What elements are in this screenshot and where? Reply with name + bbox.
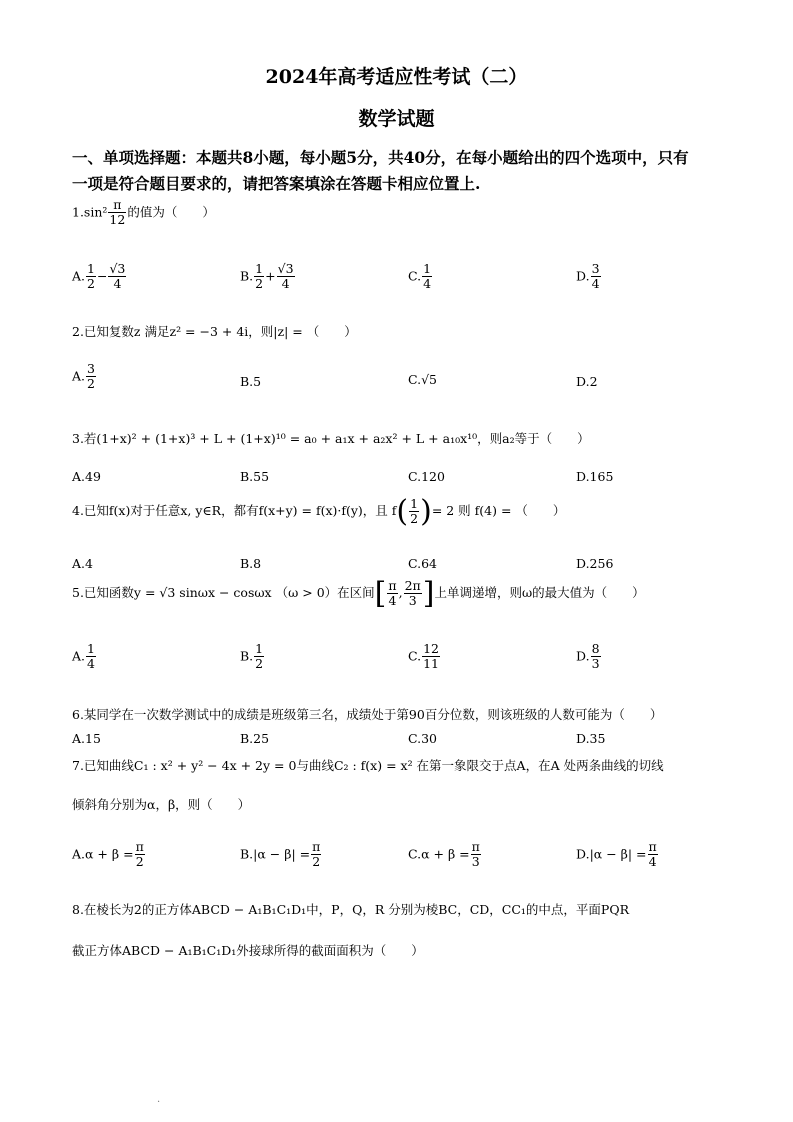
q2-a-num: 3: [87, 361, 95, 376]
q7-option-d: [576, 840, 659, 870]
q4-option-c: C.64: [408, 556, 437, 571]
q7-option-b: [240, 840, 322, 870]
q1-d-num: 3: [591, 261, 600, 276]
q7-option-b-expr: |α − β| =: [253, 846, 311, 862]
q5-option-d: [576, 642, 602, 672]
q1-a-den2: 4: [113, 276, 122, 292]
q1-option-d: [576, 262, 602, 292]
q4-prefix: 4.已知f(x)对于任意x, y∈R，都有f(x+y) = f(x)·f(y)，且 f: [72, 503, 397, 518]
q1-option-b: [240, 262, 296, 292]
q1-frac-num: π: [108, 198, 126, 213]
q7-option-b-label: B.: [240, 846, 254, 862]
question-4: [72, 494, 565, 529]
q5-option-a: [72, 642, 97, 672]
q1-suffix: 的值为（ ）: [127, 204, 215, 220]
q5-option-c-label: C.: [408, 648, 422, 664]
q3-option-b: B.55: [240, 469, 270, 484]
q1-b-den2: 4: [281, 276, 290, 292]
q7-option-a-label: A.: [72, 846, 86, 862]
q7-c-den: 3: [471, 854, 480, 870]
q2-option-a: [72, 362, 97, 392]
q1-option-c-label: C.: [408, 268, 422, 284]
q7-option-c: [408, 840, 482, 870]
q7-option-a-expr: α + β =: [85, 846, 134, 862]
q4-option-d: D.256: [576, 556, 614, 571]
exam-subtitle: 数学试题: [358, 108, 435, 130]
q4-option-a: A.4: [72, 556, 93, 571]
q1-c-num: 1: [423, 261, 432, 276]
q5-option-b: [240, 642, 265, 672]
q7-b-den: 2: [312, 854, 321, 870]
q2-option-c: [408, 372, 437, 387]
q5-option-d-label: D.: [576, 648, 590, 664]
q1-b-num1: 1: [255, 261, 264, 276]
q7-a-num: π: [135, 839, 144, 854]
question-6: 6.某同学在一次数学测试中的成绩是班级第三名，成绩处于第90百分位数，则该班级的人数可能为（ ）: [72, 707, 663, 722]
q5-frac-b: [404, 579, 422, 609]
q7-d-num: π: [648, 839, 657, 854]
q5-prefix: 5.已知函数y = √3 sinωx − cosωx （ω > 0）在区间: [72, 585, 375, 600]
q7-option-c-expr: α + β =: [421, 846, 470, 862]
q5-b-num: 1: [255, 641, 264, 656]
q1-b-op: +: [265, 268, 276, 284]
q5-option-c: [408, 642, 441, 672]
q7-option-a: [72, 840, 146, 870]
q5-bracket-open: [: [374, 576, 387, 611]
q5-b-den: 2: [255, 656, 264, 672]
exam-title: 2024年高考适应性考试（二）: [265, 66, 528, 88]
q1-a-den1: 2: [87, 276, 95, 292]
question-8-line1: 8.在棱长为2的正方体ABCD − A₁B₁C₁D₁中，P，Q，R 分别为棱BC，CD，CC₁的中点，平面PQR: [72, 902, 629, 917]
q1-option-b-label: B.: [240, 268, 254, 284]
section-heading-line2: 一项是符合题目要求的，请把答案填涂在答题卡相应位置上.: [72, 174, 481, 193]
q2-option-c-label: C.: [408, 372, 422, 387]
q4-paren-open: (: [396, 494, 409, 529]
question-1: [72, 198, 215, 228]
question-5: [72, 576, 645, 611]
q5-option-b-label: B.: [240, 648, 254, 664]
q2-option-b-label: B.: [240, 374, 254, 389]
q1-frac-den: 12: [109, 212, 126, 228]
question-8-line2: 截正方体ABCD − A₁B₁C₁D₁外接球所得的截面面积为（ ）: [72, 943, 424, 958]
q2-option-d-label: D.: [576, 374, 590, 389]
q7-d-den: 4: [648, 854, 657, 870]
q5-d-den: 3: [591, 656, 600, 672]
question-7-line1: 7.已知曲线C₁ : x² + y² − 4x + 2y = 0与曲线C₂ : f(x) = x² 在第一象限交于点A，在A 处两条曲线的切线: [72, 758, 664, 773]
q4-fraction: [409, 497, 419, 527]
q5-frac-b-num: 2π: [404, 577, 421, 593]
q1-option-d-label: D.: [576, 268, 590, 284]
footer-mark: .: [157, 1094, 161, 1105]
q7-option-d-label: D.: [576, 846, 590, 862]
q1-b-den1: 2: [255, 276, 264, 292]
question-3: 3.若(1+x)² + (1+x)³ + L + (1+x)¹⁰ = a₀ + a₁x + a₂x² + L + a₁₀x¹⁰，则a₂等于（ ）: [72, 431, 590, 446]
q5-a-den: 4: [87, 656, 95, 672]
q6-option-a: A.15: [72, 731, 101, 746]
q5-c-num: 12: [423, 641, 439, 656]
question-7-line2: 倾斜角分别为α，β，则（ ）: [72, 797, 251, 812]
q1-b-num2: √3: [277, 261, 294, 276]
q5-option-a-label: A.: [72, 648, 86, 664]
q5-frac-b-den: 3: [408, 593, 417, 608]
q4-paren-close: ): [420, 494, 432, 529]
q2-option-d: [576, 374, 598, 389]
q2-option-b: [240, 374, 261, 389]
q2-option-a-label: A.: [72, 368, 86, 384]
q5-a-num: 1: [87, 641, 95, 656]
q5-frac-a: [387, 579, 397, 609]
q1-option-a-label: A.: [72, 268, 86, 284]
q1-prefix: 1.sin²: [72, 204, 108, 220]
q3-option-a: A.49: [72, 469, 101, 484]
q7-b-num: π: [312, 839, 321, 854]
q5-bracket-close: ]: [422, 576, 435, 611]
q1-a-op: −: [96, 268, 108, 284]
q5-frac-a-num: π: [388, 577, 397, 593]
q5-comma: ,: [398, 585, 403, 600]
q1-d-den: 4: [591, 276, 600, 292]
q6-option-d: D.35: [576, 731, 606, 746]
q3-option-c: C.120: [408, 469, 445, 484]
q6-option-c: C.30: [408, 731, 437, 746]
q5-c-den: 11: [423, 656, 439, 672]
section-heading-line1: 一、单项选择题：本题共8小题，每小题5分，共40分，在每小题给出的四个选项中，只有: [72, 148, 689, 167]
q4-suffix: = 2 则 f(4) = （ ）: [431, 503, 566, 518]
q2-option-b-value: 5: [253, 374, 262, 389]
q1-fraction: [108, 198, 126, 228]
question-2: 2.已知复数z 满足z² = −3 + 4i，则|z| = （ ）: [72, 324, 357, 339]
q2-option-c-value: √5: [421, 372, 438, 387]
q5-d-num: 8: [591, 641, 600, 656]
q6-option-b: B.25: [240, 731, 270, 746]
q7-a-den: 2: [135, 854, 144, 870]
q3-option-d: D.165: [576, 469, 614, 484]
q7-option-d-expr: |α − β| =: [589, 846, 647, 862]
q1-option-c: [408, 262, 433, 292]
q2-a-den: 2: [87, 376, 95, 392]
q4-option-b: B.8: [240, 556, 262, 571]
q7-option-c-label: C.: [408, 846, 422, 862]
q5-frac-a-den: 4: [388, 593, 397, 608]
q1-a-num1: 1: [87, 261, 95, 276]
q7-c-num: π: [471, 839, 480, 854]
q1-c-den: 4: [423, 276, 432, 292]
q4-frac-den: 2: [410, 511, 419, 526]
q1-option-a: [72, 262, 127, 292]
q4-frac-num: 1: [410, 495, 419, 511]
q5-suffix: 上单调递增，则ω的最大值为（ ）: [434, 585, 645, 600]
q2-option-d-value: 2: [589, 374, 598, 389]
q1-a-num2: √3: [109, 261, 126, 276]
